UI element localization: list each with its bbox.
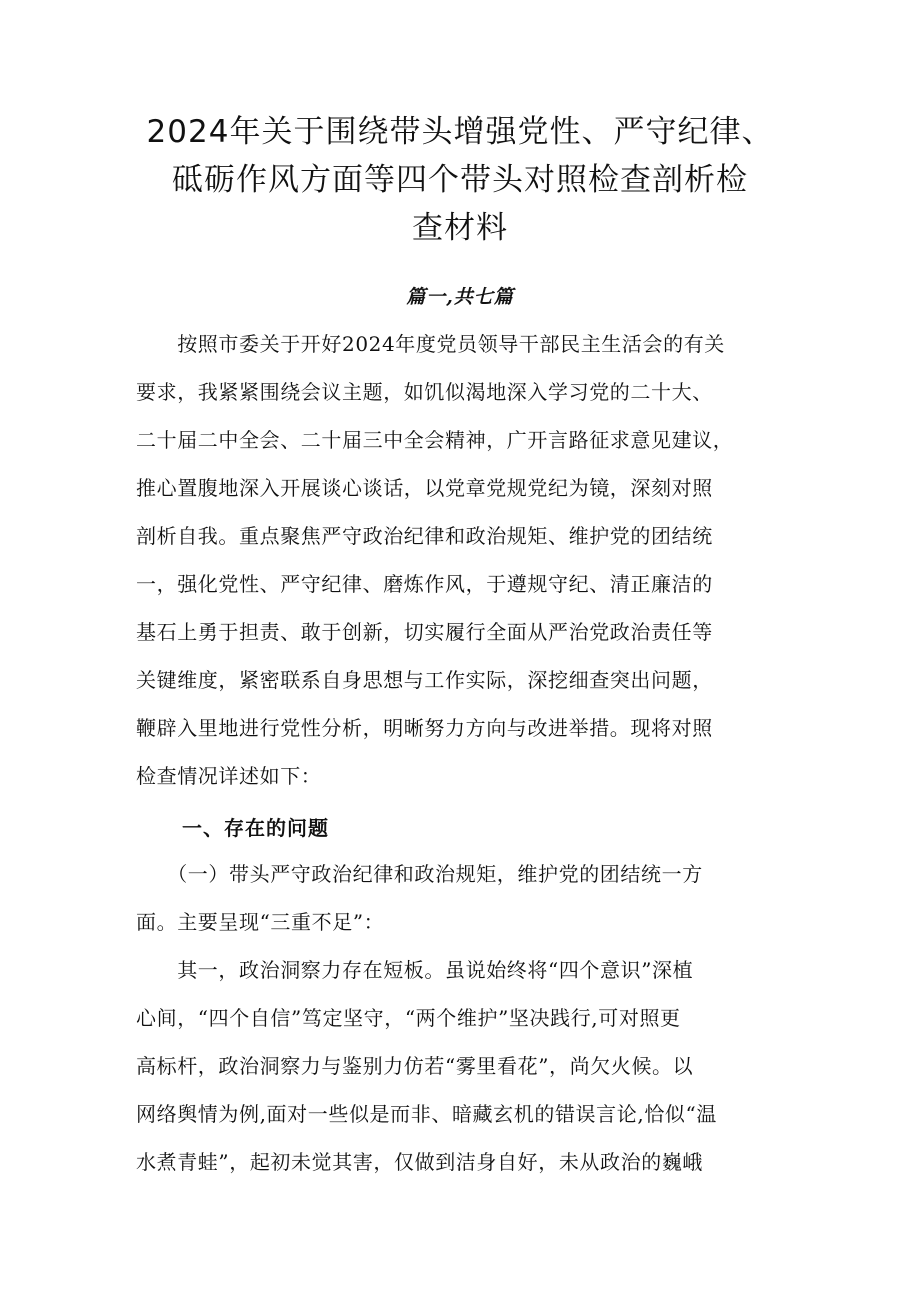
text-line: 高标杆，政治洞察力与鉴别力仿若“雾里看花”，尚欠火候。以	[136, 1054, 694, 1078]
text-line: 网络舆情为例,面对一些似是而非、暗藏玄机的错误言论,恰似“温	[136, 1102, 717, 1126]
text-line: 按照市委关于开好2024年度党员领导干部民主生活会的有关	[136, 332, 725, 356]
text-line: 推心置腹地深入开展谈心谈话，以党章党规党纪为镜，深刻对照	[136, 476, 713, 500]
text-line: 其一，政治洞察力存在短板。虽说始终将“四个意识”深植	[136, 958, 694, 982]
text-line: 水煮青蛙”，起初未觉其害，仅做到洁身自好，未从政治的巍峨	[136, 1150, 704, 1174]
text-line: 基石上勇于担责、敢于创新，切实履行全面从严治党政治责任等	[136, 620, 713, 644]
text-line: 二十届二中全会、二十届三中全会精神，广开言路征求意见建议，	[136, 428, 734, 452]
intro-paragraph	[136, 320, 796, 800]
text-line: 剖析自我。重点聚焦严守政治纪律和政治规矩、维护党的团结统	[136, 524, 713, 548]
text-line: 鞭辟入里地进行党性分析，明晰努力方向与改进举措。现将对照	[136, 716, 713, 740]
title-line: 2024年关于围绕带头增强党性、严守纪律、	[146, 114, 774, 150]
text-line: 面。主要呈现“三重不足”：	[136, 910, 385, 934]
title-line: 砥砺作风方面等四个带头对照检查剖析检	[172, 162, 748, 198]
section-heading: 一、存在的问题	[182, 816, 329, 840]
document-subtitle: 篇一,共七篇	[406, 286, 514, 308]
text-line: （一）带头严守政治纪律和政治规矩，维护党的团结统一方	[136, 862, 703, 886]
text-line: 心间，“四个自信”笃定坚守，“两个维护”坚决践行,可对照更	[136, 1006, 681, 1030]
subsection-paragraph	[136, 850, 796, 946]
document-title	[120, 108, 800, 252]
text-line: 关键维度，紧密联系自身思想与工作实际，深挖细查突出问题，	[136, 668, 713, 692]
title-line: 查材料	[412, 210, 508, 246]
text-line: 要求，我紧紧围绕会议主题，如饥似渴地深入学习党的二十大、	[136, 380, 713, 404]
body-paragraph	[136, 946, 796, 1186]
text-line: 一，强化党性、严守纪律、磨炼作风，于遵规守纪、清正廉洁的	[136, 572, 713, 596]
text-line: 检查情况详述如下：	[136, 764, 322, 788]
